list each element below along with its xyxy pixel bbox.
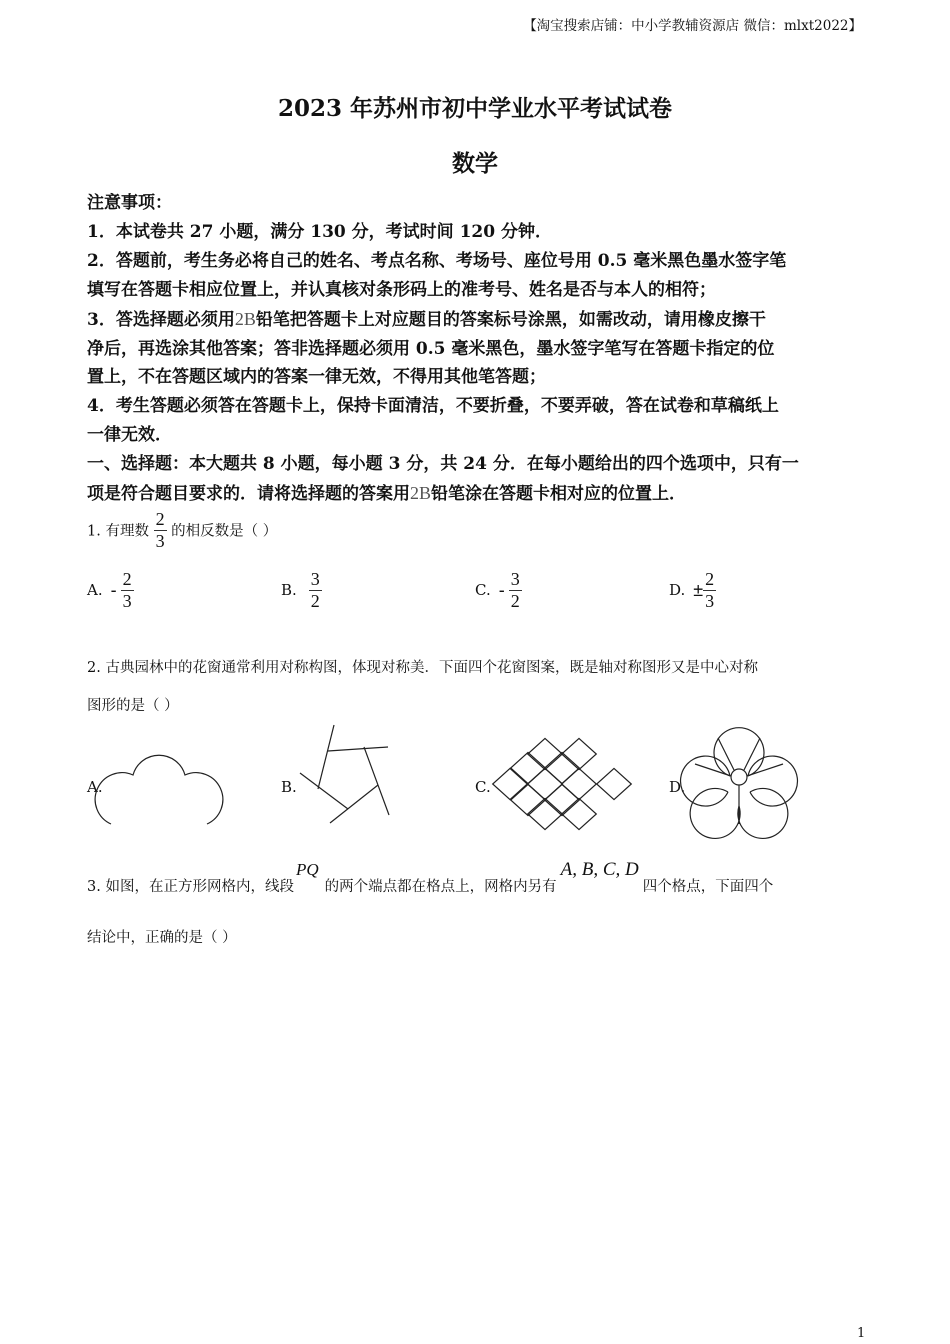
section-1-post: 铅笔涂在答题卡相对应的位置上． [431,484,687,505]
q1-option-c-frac [509,569,522,611]
note-3-post: 铅笔把答题卡上对应题目的答案标号涂黑，如需改动，请用橡皮擦干 [255,309,766,330]
q1-fraction [154,509,167,551]
note-2-line-2: 填写在答题卡相应位置上，并认真核对条形码上的准考号、姓名是否与本人的相符； [87,279,716,300]
q1-option-b[interactable] [281,569,322,611]
section-1-line-2 [87,479,867,509]
q3-post: 四个格点，下面四个 [642,879,774,895]
section-1-pre: 项是符合题目要求的．请将选择题的答案用 [87,484,410,505]
q1-option-d-num: 2 [705,569,715,589]
q1-option-d[interactable] [669,569,716,611]
question-3-line-1 [87,859,774,895]
figure-d-flower-window [685,724,793,826]
q1-option-b-frac [309,569,322,611]
question-2-line-1: 2. 古典园林中的花窗通常利用对称构图，体现对称美．下面四个花窗图案，既是轴对称图形又是中心对称 [87,660,758,676]
q1-pre: 1. 有理数 [87,523,149,540]
note-1: 1．本试卷共 27 小题，满分 130 分，考试时间 120 分钟． [87,221,552,242]
instructions [87,189,867,509]
figure-b-pentagon-window [298,723,393,826]
figure-a-cloud-window [105,752,215,826]
pencil-2b-tag: 2B [234,308,256,329]
q3-segment-pq: PQ [295,860,319,879]
pencil-2b-tag-2: 2B [410,483,432,504]
page-number: 1 [857,1326,866,1341]
q1-option-d-den: 3 [705,590,715,611]
q1-option-b-label: B. [281,581,297,600]
q1-option-d-frac [703,569,716,611]
header-note: 【淘宝搜索店铺：中小学教辅资源店 微信：mlxt2022】 [523,18,862,34]
q1-option-a-sign: - [110,579,117,600]
q2-option-c[interactable]: C. [475,778,491,796]
q1-option-b-num: 3 [310,569,320,589]
q3-mid: 的两个端点都在格点上，网格内另有 [324,879,557,895]
question-1-stem [87,509,277,551]
q1-option-d-sign: ± [693,579,704,600]
note-3-line-3: 置上，不在答题区域内的答案一律无效，不得用其他笔答题； [87,367,546,388]
note-4-line-2: 一律无效． [87,425,172,446]
q2-option-d[interactable]: D. [669,778,686,796]
q1-option-c-den: 2 [510,590,520,611]
exam-subject: 数学 [452,150,498,177]
note-4-line-1: 4．考生答题必须答在答题卡上，保持卡面清洁，不要折叠，不要弄破，答在试卷和草稿纸上 [87,396,779,417]
note-3-line-1 [87,305,867,335]
q1-option-a-num: 2 [122,569,132,589]
q1-option-c[interactable] [475,569,522,611]
note-3-line-2: 净后，再选涂其他答案；答非选择题必须用 0.5 毫米黑色，墨水签字笔写在答题卡指定的位 [87,338,775,359]
q1-option-a-label: A. [87,581,103,600]
q1-option-a-den: 3 [122,590,132,611]
q1-option-a[interactable] [87,569,134,611]
figure-c-lattice-window [493,744,635,826]
notes-heading: 注意事项： [87,193,172,213]
question-3-line-2: 结论中，正确的是（ ） [87,930,237,946]
q1-option-d-label: D. [669,581,686,600]
q3-pre: 3. 如图，在正方形网格内，线段 [87,879,294,895]
q2-option-b[interactable]: B. [281,778,297,796]
exam-title: 2023 年苏州市初中学业水平考试试卷 [277,95,673,122]
q1-post: 的相反数是（ ） [171,523,278,540]
note-2-line-1: 2．答题前，考生务必将自己的姓名、考点名称、考场号、座位号用 0.5 毫米黑色墨水签字笔 [87,250,787,271]
q1-frac-num: 2 [155,509,165,529]
q1-option-a-frac [121,569,134,611]
note-3-pre: 3．答选择题必须用 [87,309,235,330]
section-1-line-1: 一、选择题：本大题共 8 小题，每小题 3 分，共 24 分．在每小题给出的四个选项中，只有一 [87,454,799,475]
q3-grid-points: A, B, C, D [560,859,639,880]
q1-frac-den: 3 [155,530,165,551]
q1-option-c-sign: - [498,579,505,600]
q2-option-a[interactable]: A. [87,778,103,796]
question-2-line-2: 图形的是（ ） [87,698,179,714]
q1-option-c-label: C. [475,581,491,600]
q1-option-c-num: 3 [510,569,520,589]
q1-option-b-den: 2 [310,590,320,611]
